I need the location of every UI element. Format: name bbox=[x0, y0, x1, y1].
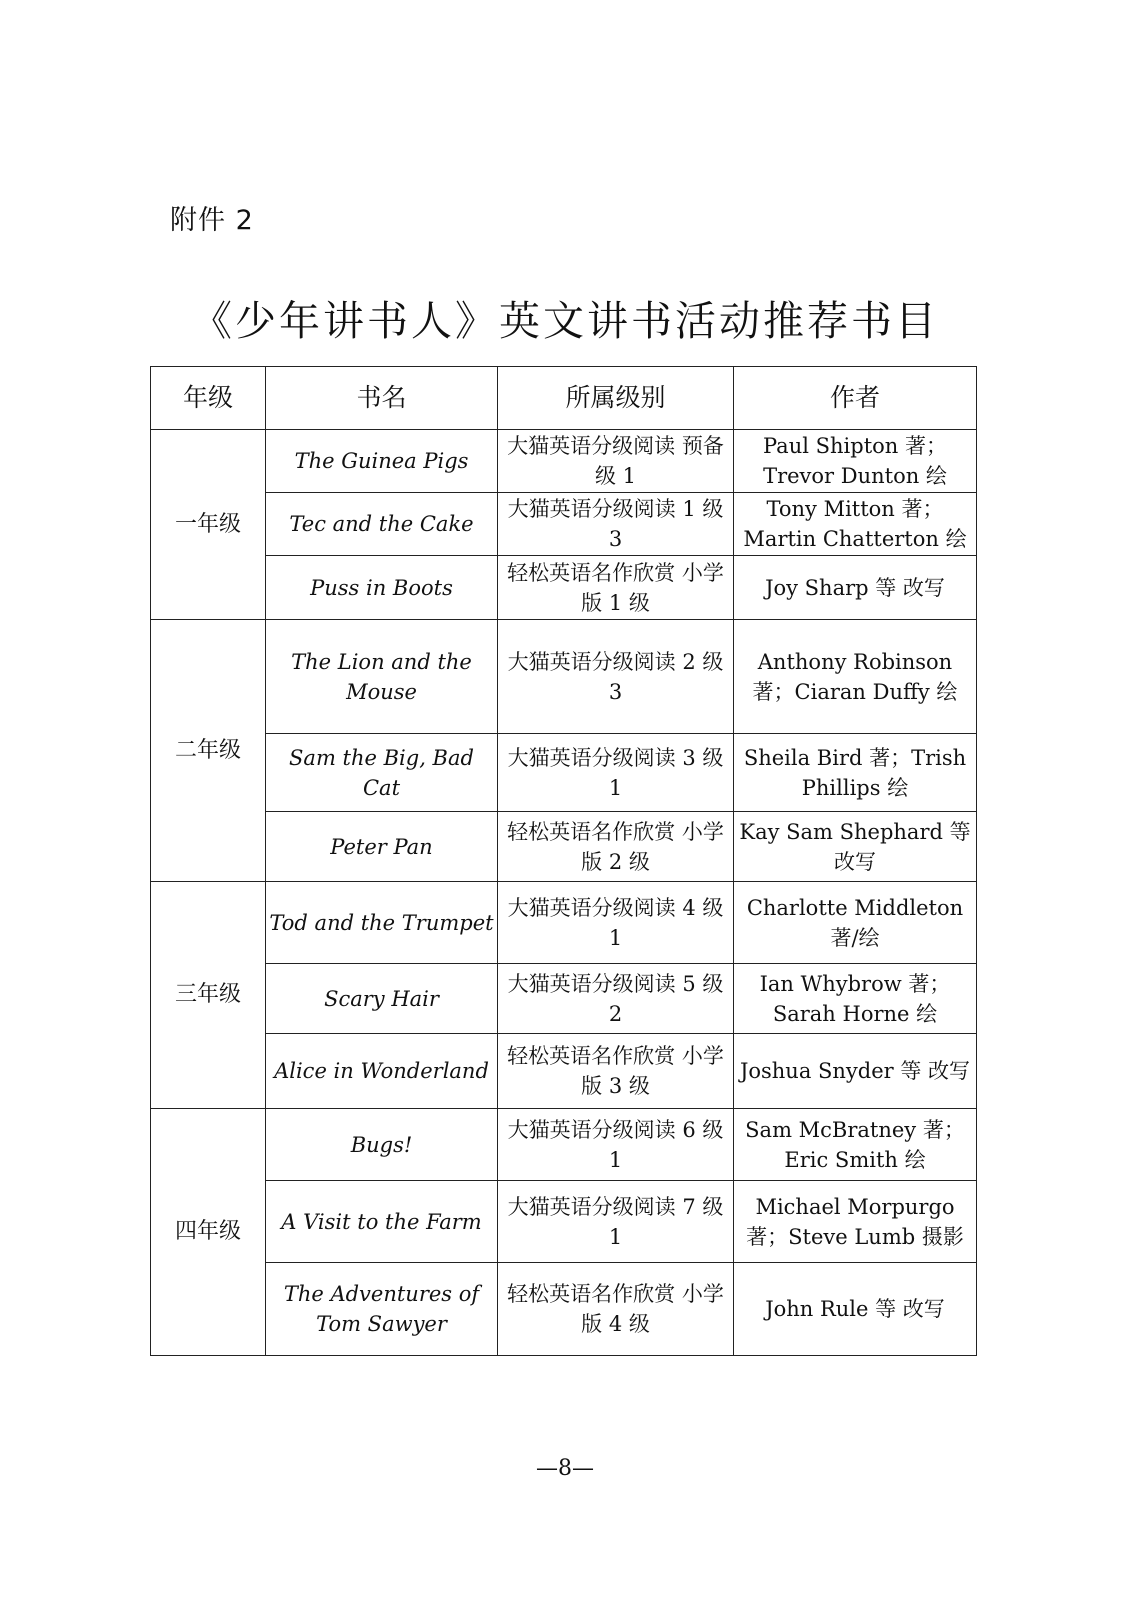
author-cell: Sam McBratney 著；Eric Smith 绘 bbox=[734, 1109, 977, 1181]
table-row bbox=[151, 882, 977, 964]
table-row bbox=[151, 620, 977, 734]
attachment-label: 附件 2 bbox=[170, 205, 254, 236]
book-list-table bbox=[150, 366, 977, 1356]
author-cell: Sheila Bird 著；Trish Phillips 绘 bbox=[734, 734, 977, 812]
level-cell: 大猫英语分级阅读 2 级 3 bbox=[498, 620, 734, 734]
page-number: —8— bbox=[536, 1456, 594, 1481]
grade-cell: 一年级 bbox=[151, 430, 266, 620]
author-cell: John Rule 等 改写 bbox=[734, 1263, 977, 1356]
table-row bbox=[151, 964, 977, 1034]
level-cell: 大猫英语分级阅读 6 级 1 bbox=[498, 1109, 734, 1181]
book-title-cell: A Visit to the Farm bbox=[266, 1181, 498, 1263]
table-row bbox=[151, 556, 977, 620]
document-title: 《少年讲书人》英文讲书活动推荐书目 bbox=[191, 297, 939, 345]
book-title-cell: Sam the Big, Bad Cat bbox=[266, 734, 498, 812]
book-title-cell: Peter Pan bbox=[266, 812, 498, 882]
author-cell: Michael Morpurgo 著；Steve Lumb 摄影 bbox=[734, 1181, 977, 1263]
table-row bbox=[151, 734, 977, 812]
table-row bbox=[151, 812, 977, 882]
author-cell: Paul Shipton 著；Trevor Dunton 绘 bbox=[734, 430, 977, 493]
author-cell: Ian Whybrow 著；Sarah Horne 绘 bbox=[734, 964, 977, 1034]
level-cell: 大猫英语分级阅读 3 级 1 bbox=[498, 734, 734, 812]
level-cell: 轻松英语名作欣赏 小学版 1 级 bbox=[498, 556, 734, 620]
book-title-cell: The Guinea Pigs bbox=[266, 430, 498, 493]
book-title-cell: Bugs! bbox=[266, 1109, 498, 1181]
column-header-grade: 年级 bbox=[151, 367, 266, 430]
book-title-cell: The Lion and the Mouse bbox=[266, 620, 498, 734]
table-row bbox=[151, 430, 977, 493]
book-title-cell: Alice in Wonderland bbox=[266, 1034, 498, 1109]
author-cell: Charlotte Middleton 著/绘 bbox=[734, 882, 977, 964]
grade-cell: 四年级 bbox=[151, 1109, 266, 1356]
level-cell: 大猫英语分级阅读 4 级 1 bbox=[498, 882, 734, 964]
level-cell: 轻松英语名作欣赏 小学版 2 级 bbox=[498, 812, 734, 882]
author-cell: Kay Sam Shephard 等 改写 bbox=[734, 812, 977, 882]
author-cell: Tony Mitton 著；Martin Chatterton 绘 bbox=[734, 493, 977, 556]
table-row bbox=[151, 1181, 977, 1263]
table-header-row bbox=[151, 367, 977, 430]
table-row bbox=[151, 1109, 977, 1181]
column-header-level: 所属级别 bbox=[498, 367, 734, 430]
book-title-cell: Puss in Boots bbox=[266, 556, 498, 620]
level-cell: 大猫英语分级阅读 预备级 1 bbox=[498, 430, 734, 493]
author-cell: Joshua Snyder 等 改写 bbox=[734, 1034, 977, 1109]
grade-cell: 三年级 bbox=[151, 882, 266, 1109]
level-cell: 轻松英语名作欣赏 小学版 4 级 bbox=[498, 1263, 734, 1356]
level-cell: 大猫英语分级阅读 5 级 2 bbox=[498, 964, 734, 1034]
column-header-book: 书名 bbox=[266, 367, 498, 430]
book-title-cell: Scary Hair bbox=[266, 964, 498, 1034]
column-header-author: 作者 bbox=[734, 367, 977, 430]
book-title-cell: The Adventures of Tom Sawyer bbox=[266, 1263, 498, 1356]
table-row bbox=[151, 1034, 977, 1109]
level-cell: 轻松英语名作欣赏 小学版 3 级 bbox=[498, 1034, 734, 1109]
author-cell: Joy Sharp 等 改写 bbox=[734, 556, 977, 620]
table-row bbox=[151, 1263, 977, 1356]
table-row bbox=[151, 493, 977, 556]
grade-cell: 二年级 bbox=[151, 620, 266, 882]
level-cell: 大猫英语分级阅读 1 级 3 bbox=[498, 493, 734, 556]
author-cell: Anthony Robinson 著；Ciaran Duffy 绘 bbox=[734, 620, 977, 734]
level-cell: 大猫英语分级阅读 7 级 1 bbox=[498, 1181, 734, 1263]
book-title-cell: Tod and the Trumpet bbox=[266, 882, 498, 964]
book-title-cell: Tec and the Cake bbox=[266, 493, 498, 556]
